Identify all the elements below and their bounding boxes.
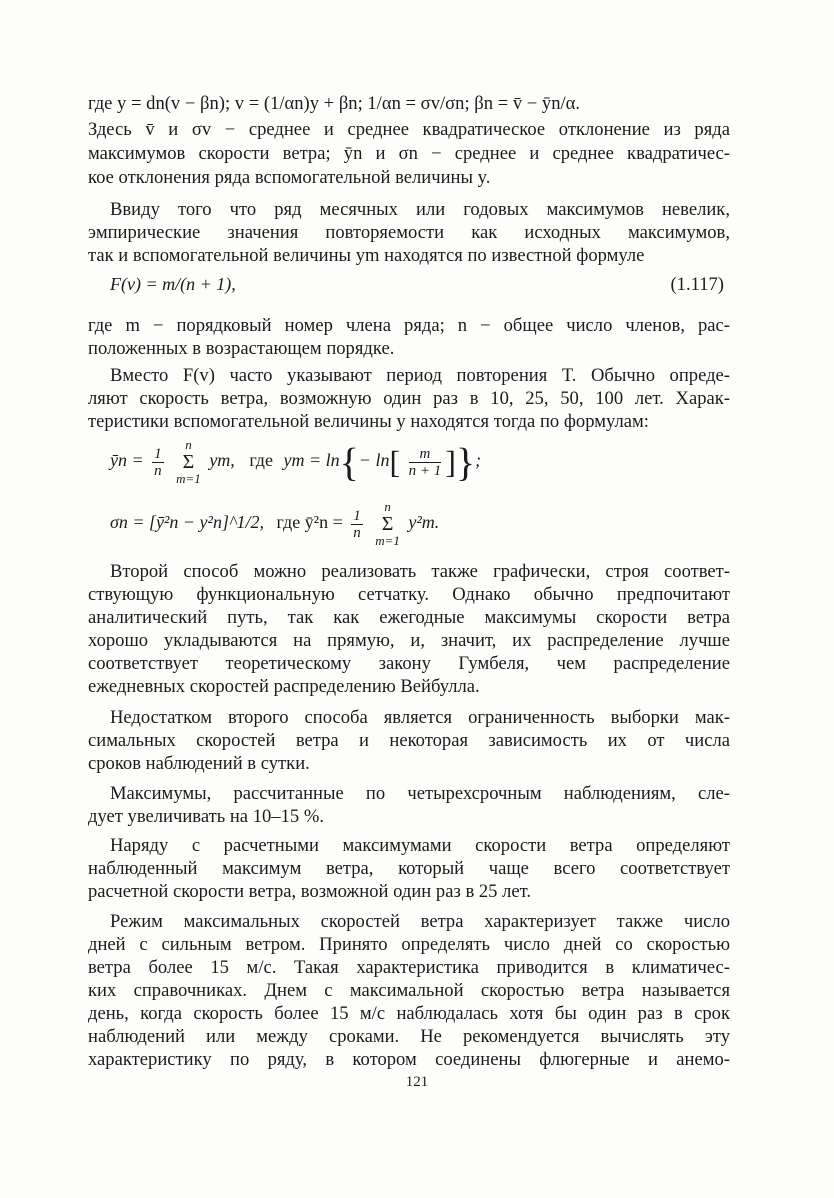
sum-bottom: m=1 [375,533,400,548]
text-line: соответствует теоретическому закону Гумбеля, чем распределение [88,653,730,674]
text-line: Вместо F(v) часто указывают период повторения T. Обычно опреде- [110,365,730,386]
sum-bottom: m=1 [176,471,201,486]
equation-number: (1.117) [670,274,724,295]
text-line: ляют скорость ветра, возможную один раз в 10, 25, 50, 100 лет. Харак- [88,388,730,409]
eq-where: где ȳ²n = [276,512,343,533]
paragraph-3 [88,314,730,360]
frac-numerator: 1 [154,445,162,462]
paragraph-6 [88,706,730,775]
text-line: кое отклонения ряда вспомогательной величины y. [88,167,491,188]
frac-denominator: n + 1 [408,462,442,479]
text-line: Ввиду того что ряд месячных или годовых максимумов невелик, [110,199,730,220]
formula-line-1: где y = dn(v − βn); v = (1/αn)y + βn; 1/αn = σv/σn; βn = v̄ − ȳn/α. [88,93,581,114]
paragraph-4 [88,364,730,433]
text-line: Режим максимальных скоростей ветра характеризует также число [110,911,730,932]
equation-1117: F(v) = m/(n + 1), [110,274,236,294]
text-line: так и вспомогательной величины ym находятся по известной формуле [88,245,645,266]
eq-ln: − ln [358,450,390,471]
eq-ym: ym, [209,450,235,471]
frac-numerator: m [409,446,442,463]
page-number: 121 [405,1074,429,1090]
paragraph-8 [88,834,730,903]
text-line: Наряду с расчетными максимумами скорости ветра определяют [110,835,730,856]
equation-sigma: σn = [ȳ²n − y²n]^1/2, где ȳ²n = $\frac{1}{n}$ n Σ m=1 y²m. [110,499,440,548]
text-line: наблюдений или между сроками. Не рекомендуется вычислять эту [88,1026,730,1047]
frac-denominator: n [154,462,162,479]
eq-end: ; [475,450,482,471]
frac-denominator: n [353,524,361,541]
text-line: ствующую функциональную сетчатку. Однако обычно предпочитают [88,584,730,605]
text-line: Максимумы, рассчитанные по четырехсрочным наблюдениям, сле- [110,783,730,804]
text-line: Недостатком второго способа является ограниченность выборки мак- [110,707,730,728]
text-line: ких справочниках. Днем с максимальной скоростью ветра называется [88,980,730,1001]
paragraph-2 [88,198,730,267]
text-line: дней с сильным ветром. Принято определять число дней со скоростью [88,934,730,955]
sum-top: n [384,499,391,514]
eq-lhs: σn = [ȳ²n − y²n]^1/2, [110,512,265,533]
text-line: положенных в возрастающем порядке. [88,338,395,359]
text-line: сроков наблюдений в сутки. [88,753,310,774]
eq-tail: y²m. [408,512,440,533]
text-line: расчетной скорости ветра, возможной один раз в 25 лет. [88,881,532,902]
text-line: теристики вспомогательной величины y находятся тогда по формулам: [88,411,649,432]
text-line: Второй способ можно реализовать также графически, строя соответ- [110,561,730,582]
text-line: максимумов скорости ветра; ȳn и σn − среднее и среднее квадратичес- [88,143,730,164]
text-line: день, когда скорость более 15 м/с наблюдалась хотя бы один раз в срок [88,1003,730,1024]
frac-numerator: 1 [353,507,361,524]
text-line: характеристику по ряду, в котором соединены флюгерные и анемо- [88,1049,730,1070]
eq-where: где [249,450,273,471]
paragraph-9 [88,910,730,1071]
eq-lhs: ȳn = [110,450,144,471]
text-line: ветра более 15 м/с. Такая характеристика приводится в климатичес- [88,957,730,978]
text-line: симальных скоростей ветра и некоторая зависимость их от числа [88,730,730,751]
equation-yn: ȳn = $\frac{1}{n}$ n Σ m=1 ym, где ym = ln{− ln[ $\frac{m}{n + 1}$ ]}; [110,437,482,486]
eq-ym-def: ym = ln [283,450,340,471]
text-line: дует увеличивать на 10–15 %. [88,806,324,827]
text-line: хорошо укладываются на прямую, и, значит, их распределение лучше [88,630,730,651]
text-line: ежедневных скоростей распределению Вейбулла. [88,676,480,697]
text-line: аналитический путь, так как ежегодные максимумы скорости ветра [88,607,730,628]
paragraph-5 [88,560,730,698]
text-line: где m − порядковый номер члена ряда; n − общее число членов, рас- [88,315,730,336]
text-line: наблюденный максимум ветра, который чаще всего соответствует [88,858,730,879]
text-line: эмпирические значения повторяемости как исходных максимумов, [88,222,730,243]
sum-top: n [185,437,192,452]
text-line: Здесь v̄ и σv − среднее и среднее квадратическое отклонение из ряда [88,119,730,140]
paragraph-7 [88,782,730,828]
